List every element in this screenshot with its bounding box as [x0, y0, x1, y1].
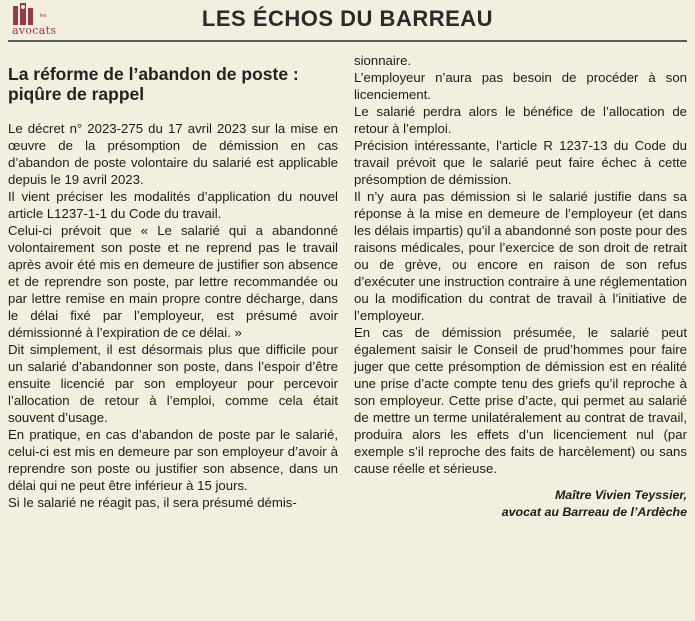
paragraph: En cas de démission présumée, le salarié peut également saisir le Conseil de prud’hommes pour faire juger que cette présomption de démission est en réalité une prise d’acte compte tenu des griefs qu’il reproche à son employeur. Cette prise d’acte, qui permet au salarié de mettre un terme unilatéralement au contrat de travail, produira alors les effets d’un licenciement nul (par exemple s’il reproche des faits de harcèlement) ou sans cause réelle et sérieuse. — [354, 325, 687, 476]
paragraph: L’employeur n’aura pas besoin de procéder à son licenciement. — [354, 70, 687, 102]
paragraph: sionnaire. — [354, 53, 412, 68]
signature-name: Maître Vivien Teyssier, — [554, 488, 687, 502]
logo-small-text: les — [40, 13, 47, 19]
paragraph: En pratique, en cas d’abandon de poste par le salarié, celui-ci est mis en demeure par son employeur d’avoir à reprendre son poste ou justifier son absence, dans un délai qui ne peut être inférieur à 15 jours. — [8, 427, 338, 493]
logo-word: avocats — [12, 24, 57, 37]
headline-line-2: piqûre de rappel — [8, 84, 145, 104]
paragraph: Précision intéressante, l’article R 1237-13 du Code du travail prévoit que le salarié peut faire échec à cette présomption de démission. — [354, 138, 687, 187]
article-columns — [8, 42, 687, 521]
paragraph: Dit simplement, il est désormais plus que difficile pour un salarié d’abandonner son poste, dans l’espoir d’être ensuite licencié par son employeur pour percevoir l’allocation de retour à l’emploi, comme cela était souvent d’usage. — [8, 342, 338, 425]
headline-line-1: La réforme de l’abandon de poste : — [8, 64, 299, 84]
paragraph: Le décret n° 2023-275 du 17 avril 2023 sur la mise en œuvre de la présomption de démission en cas d’abandon de poste volontaire du salarié est applicable depuis le 19 avril 2023. — [8, 121, 338, 187]
signature-title: avocat au Barreau de l’Ardèche — [501, 505, 687, 519]
paragraph: Il n’y aura pas démission si le salarié justifie dans sa réponse à la mise en demeure de l’employeur (et dans les délais impartis) qu’il a abandonné son poste pour des raisons médicales, pour l’exercice de son droit de retrait ou de grève, ou encore en raison de son refus d’exécuter une instruction contraire à une réglementation ou la modification du contrat de travail à l’initiative de l’employeur. — [354, 189, 687, 323]
left-column — [8, 42, 350, 521]
paragraph: Le salarié perdra alors le bénéfice de l’allocation de retour à l’emploi. — [354, 104, 687, 136]
paragraph: Il vient préciser les modalités d’application du nouvel article L1237-1-1 du Code du travail. — [8, 189, 338, 221]
section-title: LES ÉCHOS DU BARREAU — [201, 6, 494, 31]
paragraph: Si le salarié ne réagit pas, il sera présumé démis- — [8, 495, 297, 510]
right-column — [350, 42, 687, 521]
article-headline — [8, 64, 338, 104]
author-signature — [354, 487, 687, 521]
paragraph: Celui-ci prévoit que « Le salarié qui a abandonné volontairement son poste et ne reprend pas le travail après avoir été mis en demeure de justifier son absence et de reprendre son poste, par lettre recommandée ou par lettre remise en main propre contre décharge, dans le délai fixé par l’employeur, est présumé avoir démissionné à l’expiration de ce délai. » — [8, 223, 338, 340]
masthead — [8, 0, 687, 42]
